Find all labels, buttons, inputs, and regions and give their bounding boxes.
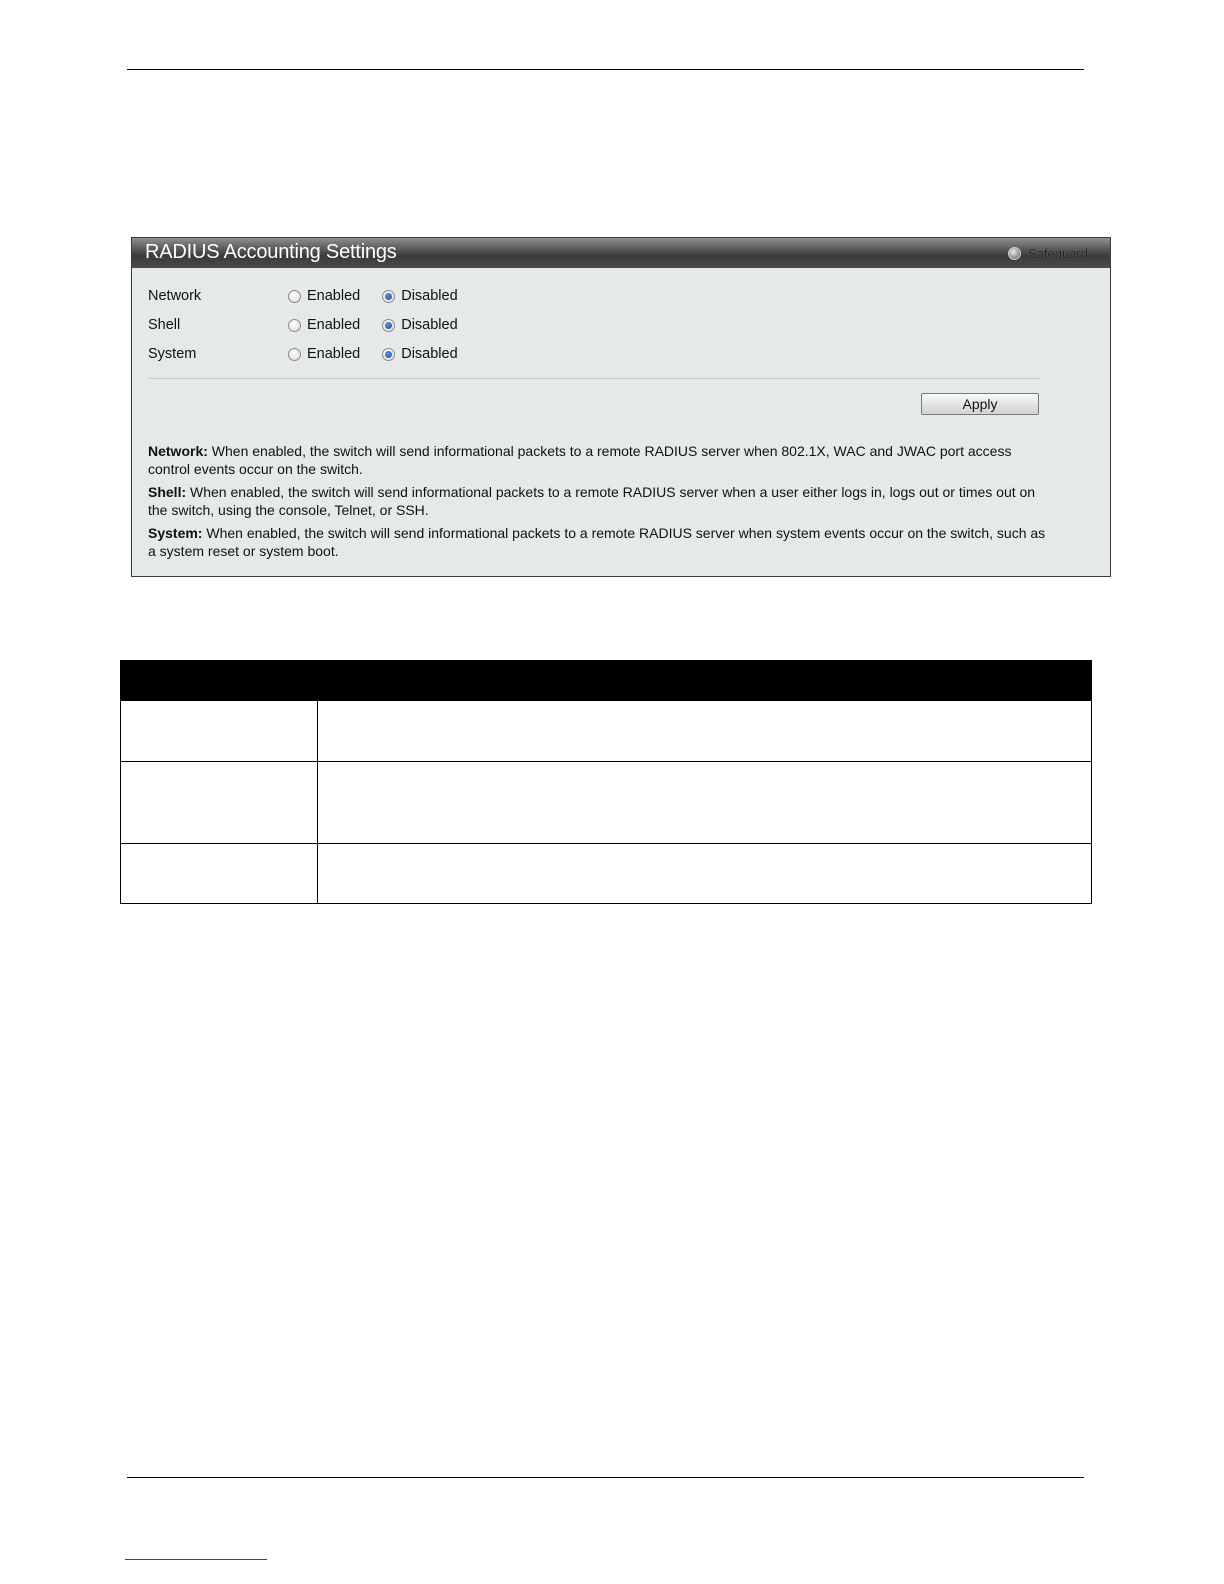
option-label: Disabled [401, 346, 458, 362]
help-network [148, 442, 1048, 478]
divider [148, 378, 1041, 379]
footer-rule [127, 1477, 1084, 1478]
radio-button-icon[interactable] [288, 319, 301, 332]
parameter-table [120, 660, 1092, 904]
option-label: Disabled [401, 317, 458, 333]
radio-button-icon[interactable] [382, 319, 395, 332]
header-rule [127, 69, 1084, 70]
help-term: Network: [148, 443, 208, 459]
table-row [121, 844, 1092, 904]
table-cell [121, 762, 318, 844]
table-header-cell [318, 661, 1092, 701]
system-enabled-option[interactable] [288, 346, 360, 362]
radio-button-icon[interactable] [288, 290, 301, 303]
radio-button-icon[interactable] [382, 348, 395, 361]
table-cell [121, 701, 318, 762]
table-cell [318, 762, 1092, 844]
setting-label-system: System [148, 346, 197, 362]
option-label: Enabled [307, 346, 361, 362]
network-enabled-option[interactable] [288, 288, 360, 304]
safeguard-label: Safeguard [1028, 246, 1088, 261]
option-label: Disabled [401, 288, 458, 304]
help-term: Shell: [148, 484, 187, 500]
setting-label-network: Network [148, 288, 202, 304]
help-text: When enabled, the switch will send informational packets to a remote RADIUS server when a user either logs in, logs out or times out on the switch, using the console, Telnet, or SSH. [148, 484, 1036, 518]
help-shell [148, 483, 1048, 519]
radius-accounting-panel [131, 237, 1111, 577]
setting-label-shell: Shell [148, 317, 181, 333]
table-row [121, 701, 1092, 762]
option-label: Enabled [307, 317, 361, 333]
table-cell [318, 701, 1092, 762]
setting-row-network [148, 286, 480, 306]
table-header-cell [121, 661, 318, 701]
footer-link-underline [125, 1559, 267, 1560]
table-cell [121, 844, 318, 904]
safeguard-toggle[interactable] [1008, 246, 1088, 261]
shell-disabled-option[interactable] [382, 317, 457, 333]
radio-button-icon[interactable] [382, 290, 395, 303]
help-term: System: [148, 525, 203, 541]
help-text: When enabled, the switch will send informational packets to a remote RADIUS server when 802.1X, WAC and JWAC port access control events occur on the switch. [148, 443, 1012, 477]
panel-title: RADIUS Accounting Settings [145, 241, 397, 263]
option-label: Enabled [307, 288, 361, 304]
help-text: When enabled, the switch will send informational packets to a remote RADIUS server when system events occur on the switch, such as a system reset or system boot. [148, 525, 1046, 559]
table-header-row [121, 661, 1092, 701]
shell-enabled-option[interactable] [288, 317, 360, 333]
table-row [121, 762, 1092, 844]
setting-row-shell [148, 315, 480, 335]
help-system [148, 524, 1048, 560]
radio-button-icon[interactable] [288, 348, 301, 361]
network-disabled-option[interactable] [382, 288, 457, 304]
setting-row-system [148, 344, 480, 364]
table-cell [318, 844, 1092, 904]
panel-header [132, 238, 1110, 268]
system-disabled-option[interactable] [382, 346, 457, 362]
apply-button[interactable]: Apply [921, 393, 1039, 415]
safeguard-indicator-icon [1008, 247, 1021, 260]
